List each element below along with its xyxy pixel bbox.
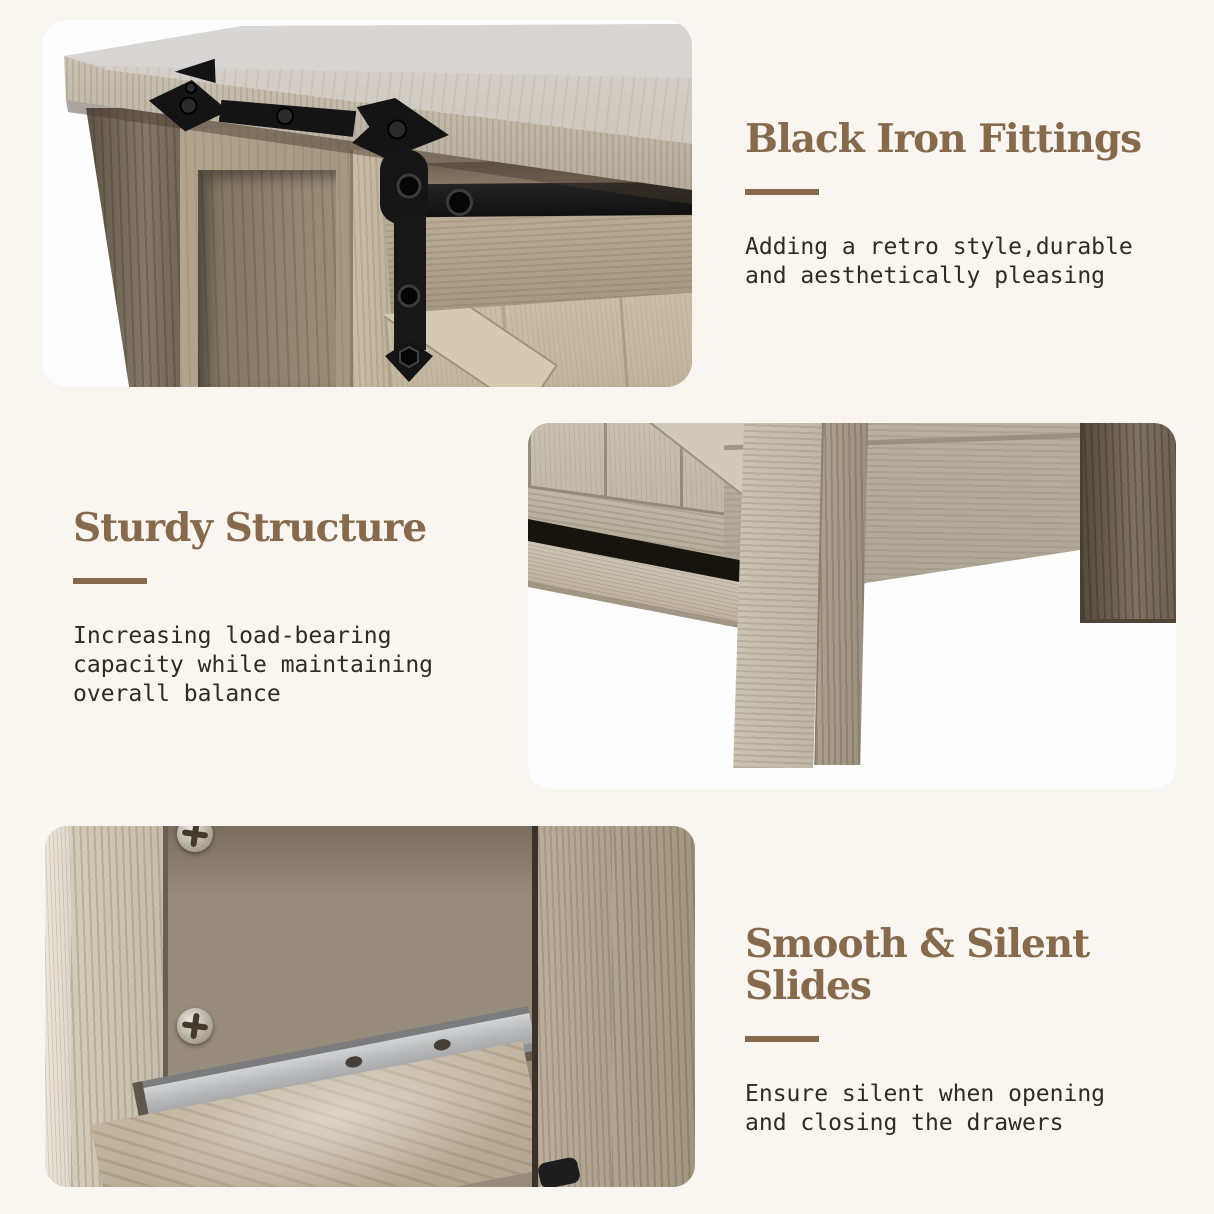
cabinet-side-recessed-panel — [198, 170, 336, 387]
feature-description — [73, 622, 433, 709]
feature-heading: Black Iron Fittings — [745, 116, 1142, 162]
description-line: Adding a retro style,durable — [745, 234, 1133, 260]
front-leg-side-face — [814, 423, 868, 765]
feature-smooth-slides — [745, 923, 1214, 1138]
feature-description — [745, 233, 1141, 291]
back-planks-shadow — [168, 826, 535, 896]
drawer-divider-post — [532, 826, 622, 1187]
accent-divider — [73, 578, 147, 584]
feature-black-iron-fittings — [745, 118, 1141, 291]
door-hanger-strap-icon — [372, 144, 447, 387]
feature-heading: Sturdy Structure — [73, 505, 427, 551]
feature-heading: Smooth & Silent Slides — [745, 921, 1090, 1009]
description-line: capacity while maintaining — [73, 652, 434, 678]
description-line: Ensure silent when opening — [745, 1081, 1106, 1107]
feature-sturdy-structure — [73, 507, 433, 709]
description-line: overall balance — [73, 681, 281, 707]
right-front-stile — [612, 826, 695, 1187]
description-line: and aesthetically pleasing — [745, 263, 1106, 289]
photo-sturdy-structure — [528, 423, 1176, 789]
back-leg — [1080, 423, 1176, 623]
phillips-screw-icon — [177, 1008, 213, 1044]
description-line: Increasing load-bearing — [73, 623, 392, 649]
photo-smooth-slides — [45, 826, 695, 1187]
photo-black-iron-fittings — [42, 20, 692, 387]
front-leg-front-face — [733, 423, 824, 768]
accent-divider — [745, 1036, 819, 1042]
description-line: and closing the drawers — [745, 1110, 1064, 1136]
accent-divider — [745, 189, 819, 195]
feature-description — [745, 1080, 1214, 1138]
stile-outer-edge — [45, 826, 71, 1187]
